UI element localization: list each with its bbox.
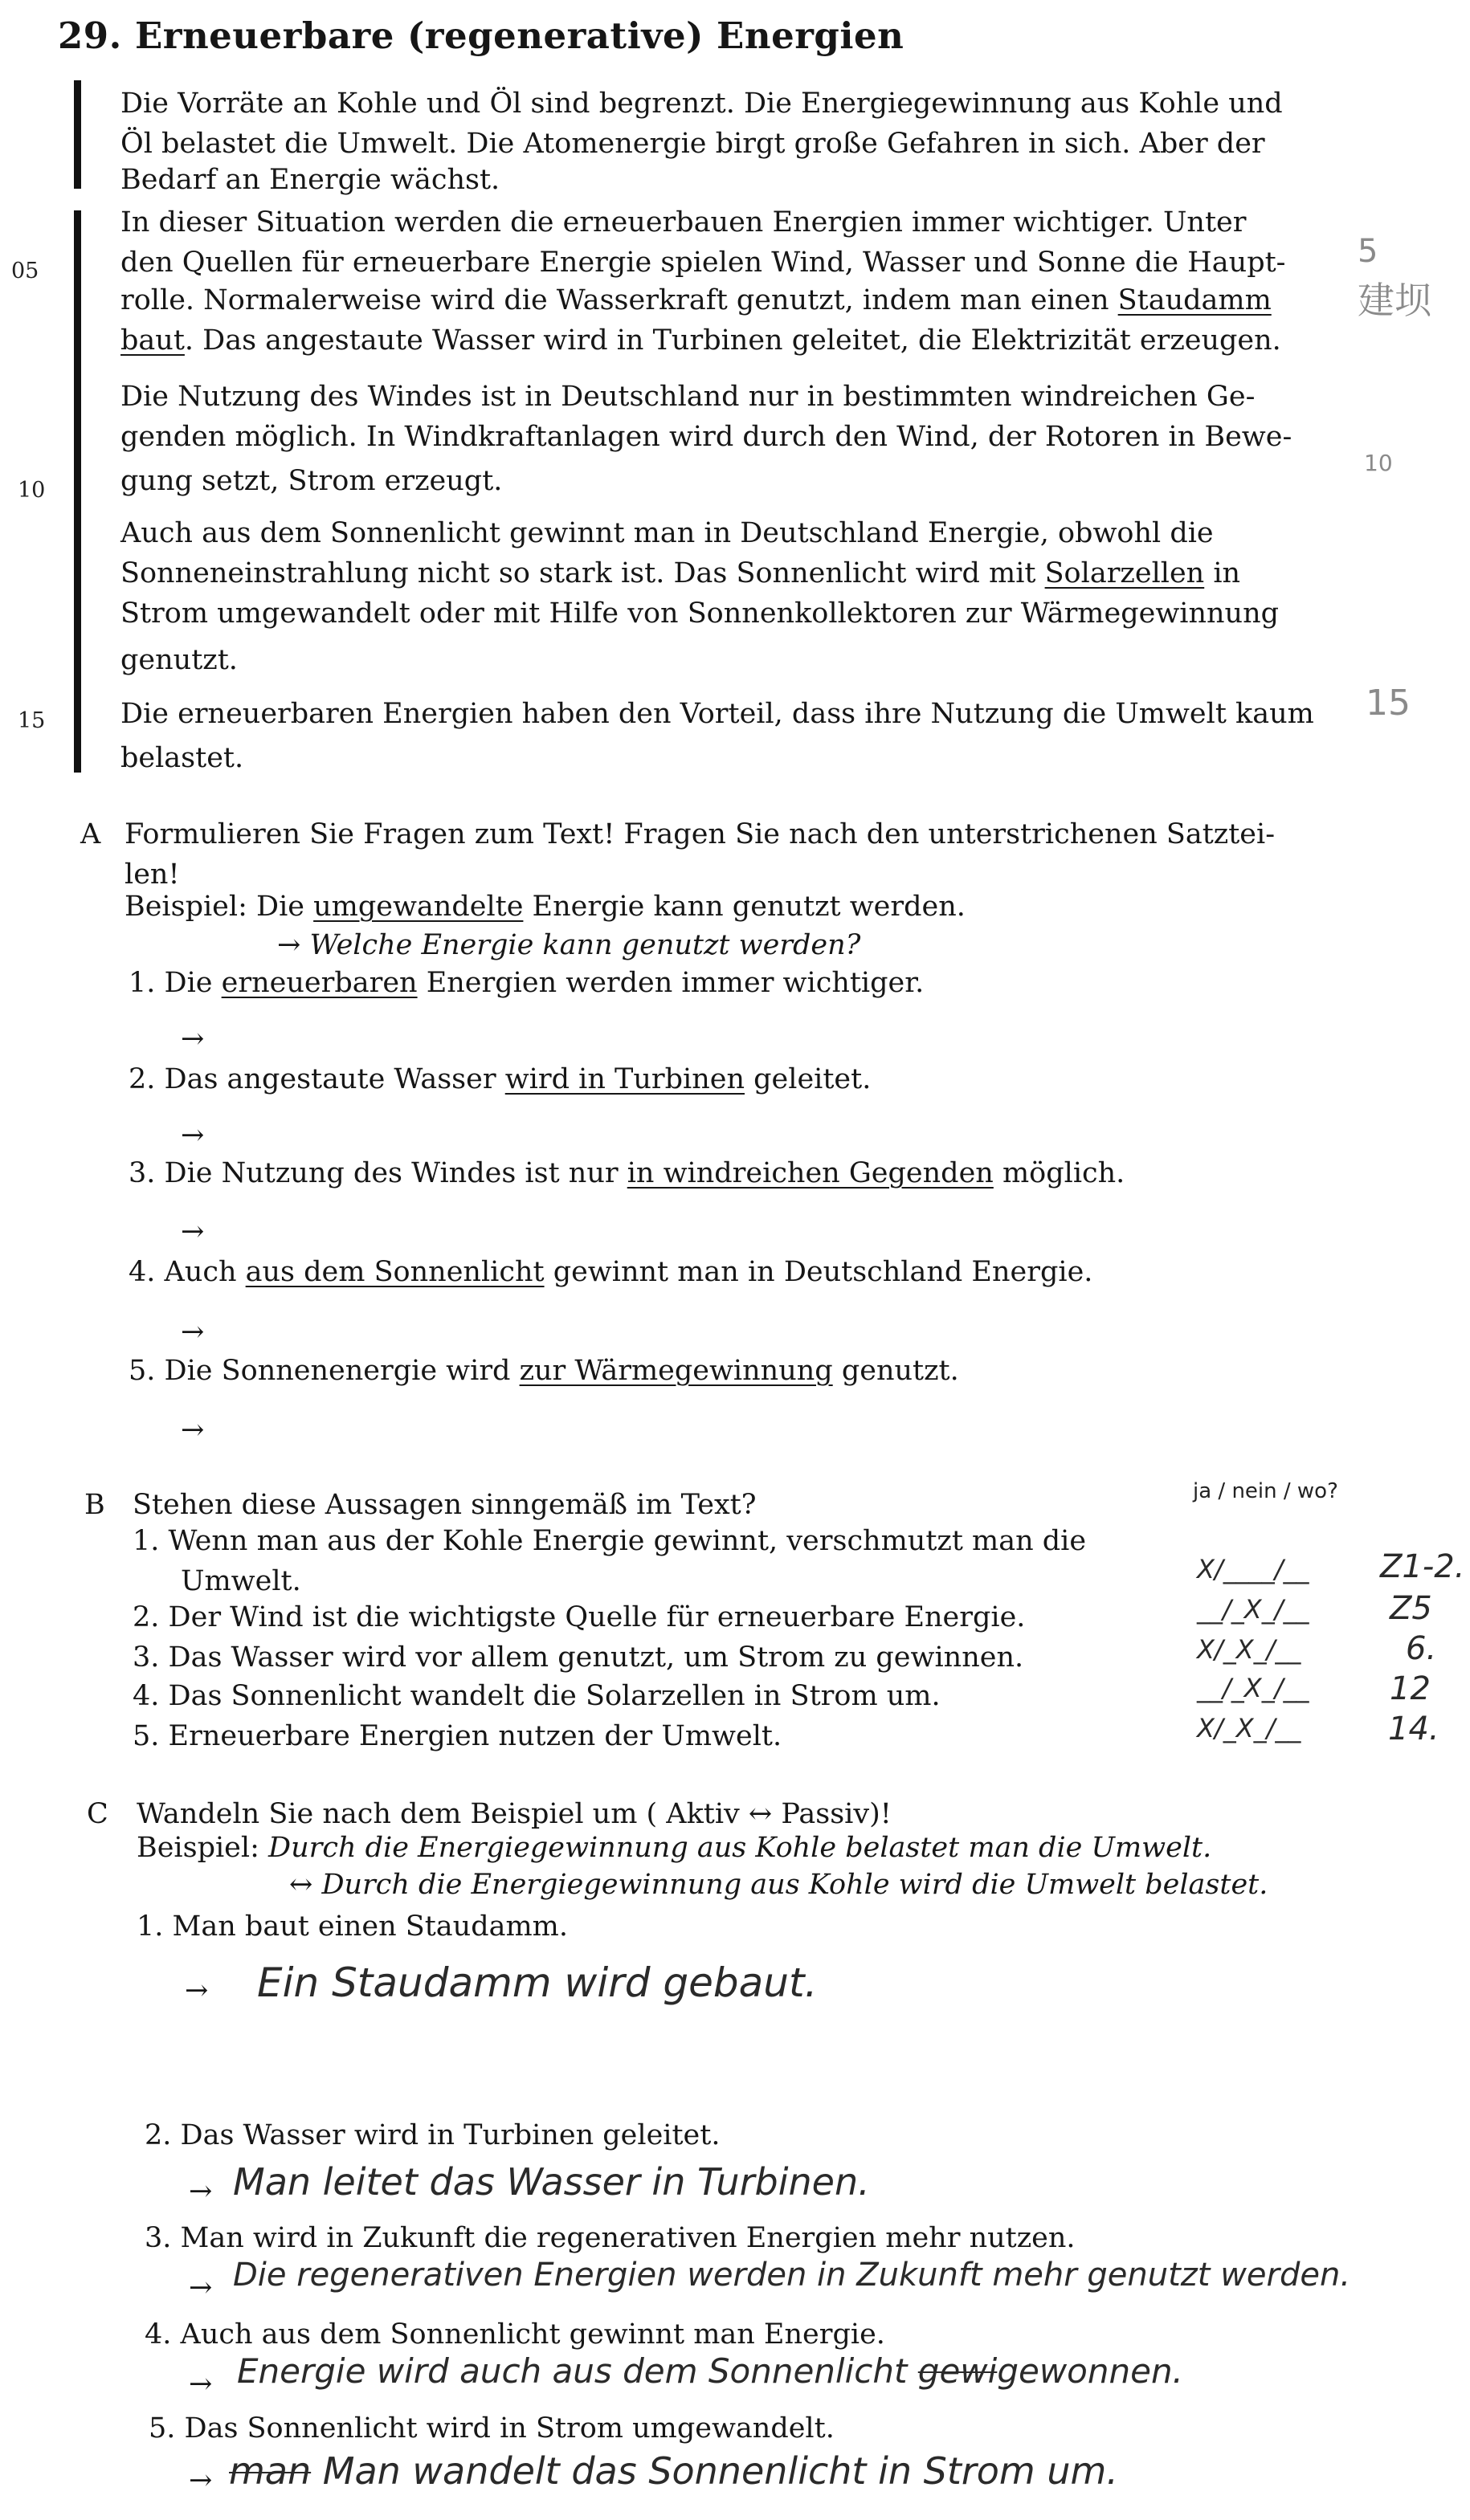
handwritten-answer: Ein Staudamm wird gebaut. xyxy=(257,1959,818,2006)
section-a-item: 4. Auch aus dem Sonnenlicht gewinnt man in Deutschland Energie. xyxy=(129,1256,1093,1288)
section-c-item: 4. Auch aus dem Sonnenlicht gewinnt man Energie. xyxy=(145,2318,885,2351)
section-b-letter: B xyxy=(84,1489,105,1521)
answer-where: Z1-2. xyxy=(1380,1548,1465,1585)
answer-arrow: → xyxy=(185,1975,209,2007)
section-b-item: 4. Das Sonnenlicht wandelt die Solarzellen in Strom um. xyxy=(133,1680,941,1712)
intro-line: Bedarf an Energie wächst. xyxy=(120,164,500,196)
ja-nein-wo-header: ja / nein / wo? xyxy=(1193,1479,1338,1503)
handwritten-answer: Die regenerativen Energien werden in Zukunft mehr genutzt werden. xyxy=(233,2257,1351,2294)
section-b-instruction: Stehen diese Aussagen sinngemäß im Text? xyxy=(133,1489,757,1521)
answer-mark: X/_X_/__ xyxy=(1197,1634,1301,1665)
section-a-example-answer: → Welche Energie kann genutzt werden? xyxy=(277,929,861,961)
answer-where: 6. xyxy=(1406,1630,1437,1667)
text-margin-bar xyxy=(74,210,81,773)
line-number: 10 xyxy=(18,478,46,503)
intro-line: Die Vorräte an Kohle und Öl sind begrenzt. Die Energiegewinnung aus Kohle und xyxy=(120,88,1283,120)
margin-note: 建坝 xyxy=(1358,279,1431,322)
intro-line: Öl belastet die Umwelt. Die Atomenergie birgt große Gefahren in sich. Aber der xyxy=(120,128,1265,160)
answer-mark: X/____/__ xyxy=(1197,1554,1309,1584)
answer-arrow: → xyxy=(181,1414,205,1446)
section-c-letter: C xyxy=(87,1798,108,1830)
section-c-item: 2. Das Wasser wird in Turbinen geleitet. xyxy=(145,2119,721,2151)
section-a-item: 3. Die Nutzung des Windes ist nur in windreichen Gegenden möglich. xyxy=(129,1157,1125,1189)
section-b-item: 2. Der Wind ist die wichtigste Quelle für erneuerbare Energie. xyxy=(133,1601,1026,1633)
paragraph-line: Sonneneinstrahlung nicht so stark ist. Das Sonnenlicht wird mit Solarzellen in xyxy=(120,557,1241,589)
answer-where: 14. xyxy=(1388,1711,1439,1747)
section-b-item-cont: Umwelt. xyxy=(181,1565,301,1597)
handwritten-answer: Man leitet das Wasser in Turbinen. xyxy=(233,2160,870,2204)
answer-arrow: → xyxy=(181,1216,205,1248)
paragraph-line: rolle. Normalerweise wird die Wasserkraft genutzt, indem man einen Staudamm xyxy=(120,284,1272,316)
answer-arrow: → xyxy=(181,1023,205,1055)
section-a-item: 2. Das angestaute Wasser wird in Turbinen geleitet. xyxy=(129,1063,872,1095)
section-a-instruction: len! xyxy=(125,858,180,891)
answer-arrow: → xyxy=(189,2272,213,2304)
answer-where: Z5 xyxy=(1390,1590,1432,1627)
paragraph-line: gung setzt, Strom erzeugt. xyxy=(120,465,503,497)
line-number: 05 xyxy=(11,259,39,283)
answer-arrow: → xyxy=(181,1316,205,1348)
handwritten-answer: Energie wird auch aus dem Sonnenlicht gewigewonnen. xyxy=(237,2351,1183,2391)
paragraph-line: genden möglich. In Windkraftanlagen wird durch den Wind, der Rotoren in Bewe- xyxy=(120,421,1292,453)
margin-note: 10 xyxy=(1364,450,1393,476)
section-b-item: 5. Erneuerbare Energien nutzen der Umwelt. xyxy=(133,1720,782,1752)
handwritten-answer: man Man wandelt das Sonnenlicht in Strom um. xyxy=(229,2449,1118,2493)
answer-mark: __/_X_/__ xyxy=(1197,1594,1309,1625)
line-number: 15 xyxy=(18,708,46,733)
section-a-item: 5. Die Sonnenenergie wird zur Wärmegewinnung genutzt. xyxy=(129,1355,959,1387)
section-a-letter: A xyxy=(80,818,101,850)
section-c-example: Beispiel: Durch die Energiegewinnung aus Kohle belastet man die Umwelt. xyxy=(137,1832,1212,1864)
answer-arrow: → xyxy=(189,2175,213,2208)
section-c-item: 1. Man baut einen Staudamm. xyxy=(137,1910,568,1943)
paragraph-line: In dieser Situation werden die erneuerbauen Energien immer wichtiger. Unter xyxy=(120,206,1247,239)
paragraph-line: Strom umgewandelt oder mit Hilfe von Sonnenkollektoren zur Wärmegewinnung xyxy=(120,597,1280,630)
paragraph-line: genutzt. xyxy=(120,644,238,676)
section-b-item: 3. Das Wasser wird vor allem genutzt, um Strom zu gewinnen. xyxy=(133,1641,1024,1674)
margin-note: 15 xyxy=(1366,683,1411,724)
answer-arrow: → xyxy=(189,2465,213,2497)
section-a-example: Beispiel: Die umgewandelte Energie kann genutzt werden. xyxy=(125,891,966,923)
answer-where: 12 xyxy=(1390,1670,1431,1707)
paragraph-line: belastet. xyxy=(120,742,244,774)
page-title: 29. Erneuerbare (regenerative) Energien xyxy=(58,14,904,57)
section-a-instruction: Formulieren Sie Fragen zum Text! Fragen Sie nach den unterstrichenen Satztei- xyxy=(125,818,1276,850)
answer-arrow: → xyxy=(189,2368,213,2400)
margin-note: 5 xyxy=(1358,233,1378,270)
section-a-item: 1. Die erneuerbaren Energien werden immer wichtiger. xyxy=(129,967,925,999)
underlined-solarzellen: Solarzellen xyxy=(1044,557,1205,589)
paragraph-line: Die erneuerbaren Energien haben den Vorteil, dass ihre Nutzung die Umwelt kaum xyxy=(120,698,1314,730)
section-b-item: 1. Wenn man aus der Kohle Energie gewinnt, verschmutzt man die xyxy=(133,1525,1087,1557)
section-c-item: 5. Das Sonnenlicht wird in Strom umgewandelt. xyxy=(149,2412,835,2445)
section-c-item: 3. Man wird in Zukunft die regenerativen Energien mehr nutzen. xyxy=(145,2222,1076,2254)
underlined-staudamm: Staudamm xyxy=(1117,284,1272,316)
paragraph-line: baut. Das angestaute Wasser wird in Turbinen geleitet, die Elektrizität erzeugen. xyxy=(120,324,1281,357)
paragraph-line: Auch aus dem Sonnenlicht gewinnt man in Deutschland Energie, obwohl die xyxy=(120,517,1214,549)
answer-arrow: → xyxy=(181,1119,205,1152)
paragraph-line: Die Nutzung des Windes ist in Deutschland nur in bestimmten windreichen Ge- xyxy=(120,381,1256,413)
section-c-instruction: Wandeln Sie nach dem Beispiel um ( Aktiv ↔ Passiv)! xyxy=(137,1798,892,1830)
answer-mark: __/_X_/__ xyxy=(1197,1673,1309,1703)
section-c-example-answer: ↔ Durch die Energiegewinnung aus Kohle wird die Umwelt belastet. xyxy=(289,1869,1268,1901)
answer-mark: X/_X_/__ xyxy=(1197,1713,1301,1743)
paragraph-line: den Quellen für erneuerbare Energie spielen Wind, Wasser und Sonne die Haupt- xyxy=(120,247,1286,279)
text-margin-bar xyxy=(74,80,81,189)
